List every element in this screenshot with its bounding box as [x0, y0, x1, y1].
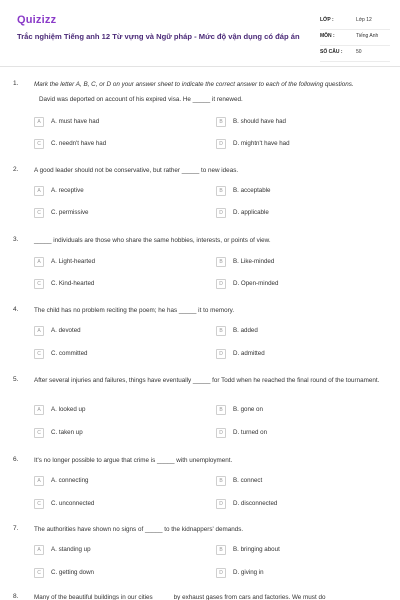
option-letter-box: C [34, 139, 44, 149]
option-letter-box: D [216, 349, 226, 359]
option-text: D. disconnected [233, 500, 278, 507]
question-number: 7. [13, 525, 19, 532]
quizizz-logo: Quizizz [17, 14, 57, 26]
option-text: D. giving in [233, 569, 264, 576]
worksheet-header [0, 0, 400, 66]
option-letter-box: A [34, 545, 44, 555]
option-text: A. looked up [51, 406, 86, 413]
option-text: A. devoted [51, 327, 81, 334]
option-text: B. gone on [233, 406, 263, 413]
option-text: B. acceptable [233, 187, 271, 194]
option-text: C. taken up [51, 429, 83, 436]
option-letter-box: C [34, 208, 44, 218]
option-text: A. connecting [51, 477, 89, 484]
question-number: 2. [13, 166, 19, 173]
question-text: David was deported on account of his expired visa. He _____ it renewed. [39, 96, 243, 103]
question-number: 1. [13, 80, 19, 87]
header-divider [0, 66, 400, 67]
option-text: D. admitted [233, 350, 265, 357]
option-letter-box: D [216, 499, 226, 509]
option-text: A. standing up [51, 546, 91, 553]
meta-label: MÔN : [320, 33, 335, 39]
option-letter-box: A [34, 326, 44, 336]
question-text: The authorities have shown no signs of _____ to the kidnappers' demands. [34, 526, 244, 533]
question-text: The child has no problem reciting the poem; he has _____ it to memory. [34, 307, 235, 314]
option-letter-box: C [34, 279, 44, 289]
option-letter-box: A [34, 186, 44, 196]
meta-row-class [320, 14, 390, 30]
option-text: B. connect [233, 477, 263, 484]
option-text: D. Open-minded [233, 280, 279, 287]
option-letter-box: A [34, 476, 44, 486]
option-text: B. Like-minded [233, 258, 275, 265]
option-letter-box: B [216, 257, 226, 267]
option-text: C. getting down [51, 569, 94, 576]
question-text: A good leader should not be conservative, but rather _____ to new ideas. [34, 167, 239, 174]
meta-row-question-count [320, 46, 390, 62]
option-letter-box: A [34, 117, 44, 127]
option-text: B. added [233, 327, 258, 334]
option-letter-box: B [216, 326, 226, 336]
option-text: C. needn't have had [51, 140, 107, 147]
option-text: A. must have had [51, 118, 100, 125]
question-text: Many of the beautiful buildings in our cities _____ by exhaust gases from cars and factories. We must do [34, 594, 326, 600]
option-letter-box: D [216, 139, 226, 149]
option-text: D. turned on [233, 429, 268, 436]
meta-value: 50 [356, 49, 362, 55]
option-letter-box: D [216, 279, 226, 289]
question-instruction: Mark the letter A, B, C, or D on your answer sheet to indicate the correct answer to each of the following questions. [34, 81, 354, 88]
worksheet-title: Trắc nghiệm Tiếng anh 12 Từ vựng và Ngữ pháp - Mức độ vận dụng có đáp án [17, 32, 300, 41]
option-text: B. should have had [233, 118, 286, 125]
question-number: 6. [13, 456, 19, 463]
option-letter-box: C [34, 349, 44, 359]
meta-label: SỐ CÂU : [320, 49, 343, 55]
meta-value: Lớp 12 [356, 17, 372, 23]
option-letter-box: B [216, 476, 226, 486]
question-8 [0, 593, 400, 600]
meta-label: LỚP : [320, 17, 334, 23]
question-text: After several injuries and failures, things have eventually _____ for Todd when he reached the final round of the tournament. [34, 377, 380, 384]
option-text: A. receptive [51, 187, 84, 194]
question-text: It's no longer possible to argue that crime is _____ with unemployment. [34, 457, 233, 464]
option-letter-box: D [216, 208, 226, 218]
question-number: 5. [13, 376, 19, 383]
question-number: 3. [13, 236, 19, 243]
question-text: _____ individuals are those who share the same hobbies, interests, or points of view. [34, 237, 271, 244]
option-text: A. Light-hearted [51, 258, 96, 265]
option-letter-box: C [34, 499, 44, 509]
option-letter-box: B [216, 186, 226, 196]
option-letter-box: B [216, 545, 226, 555]
option-letter-box: B [216, 117, 226, 127]
meta-row-subject [320, 30, 390, 46]
option-text: B. bringing about [233, 546, 280, 553]
option-text: C. committed [51, 350, 88, 357]
question-number: 4. [13, 306, 19, 313]
option-letter-box: D [216, 568, 226, 578]
option-letter-box: C [34, 568, 44, 578]
option-letter-box: C [34, 428, 44, 438]
option-text: C. unconnected [51, 500, 95, 507]
option-text: C. Kind-hearted [51, 280, 95, 287]
option-letter-box: D [216, 428, 226, 438]
meta-value: Tiếng Anh [356, 33, 379, 39]
worksheet-meta [320, 14, 390, 62]
option-letter-box: A [34, 257, 44, 267]
option-letter-box: B [216, 405, 226, 415]
option-letter-box: A [34, 405, 44, 415]
option-text: C. permissive [51, 209, 89, 216]
question-number: 8. [13, 593, 19, 600]
option-text: D. applicable [233, 209, 269, 216]
option-text: D. mightn't have had [233, 140, 290, 147]
